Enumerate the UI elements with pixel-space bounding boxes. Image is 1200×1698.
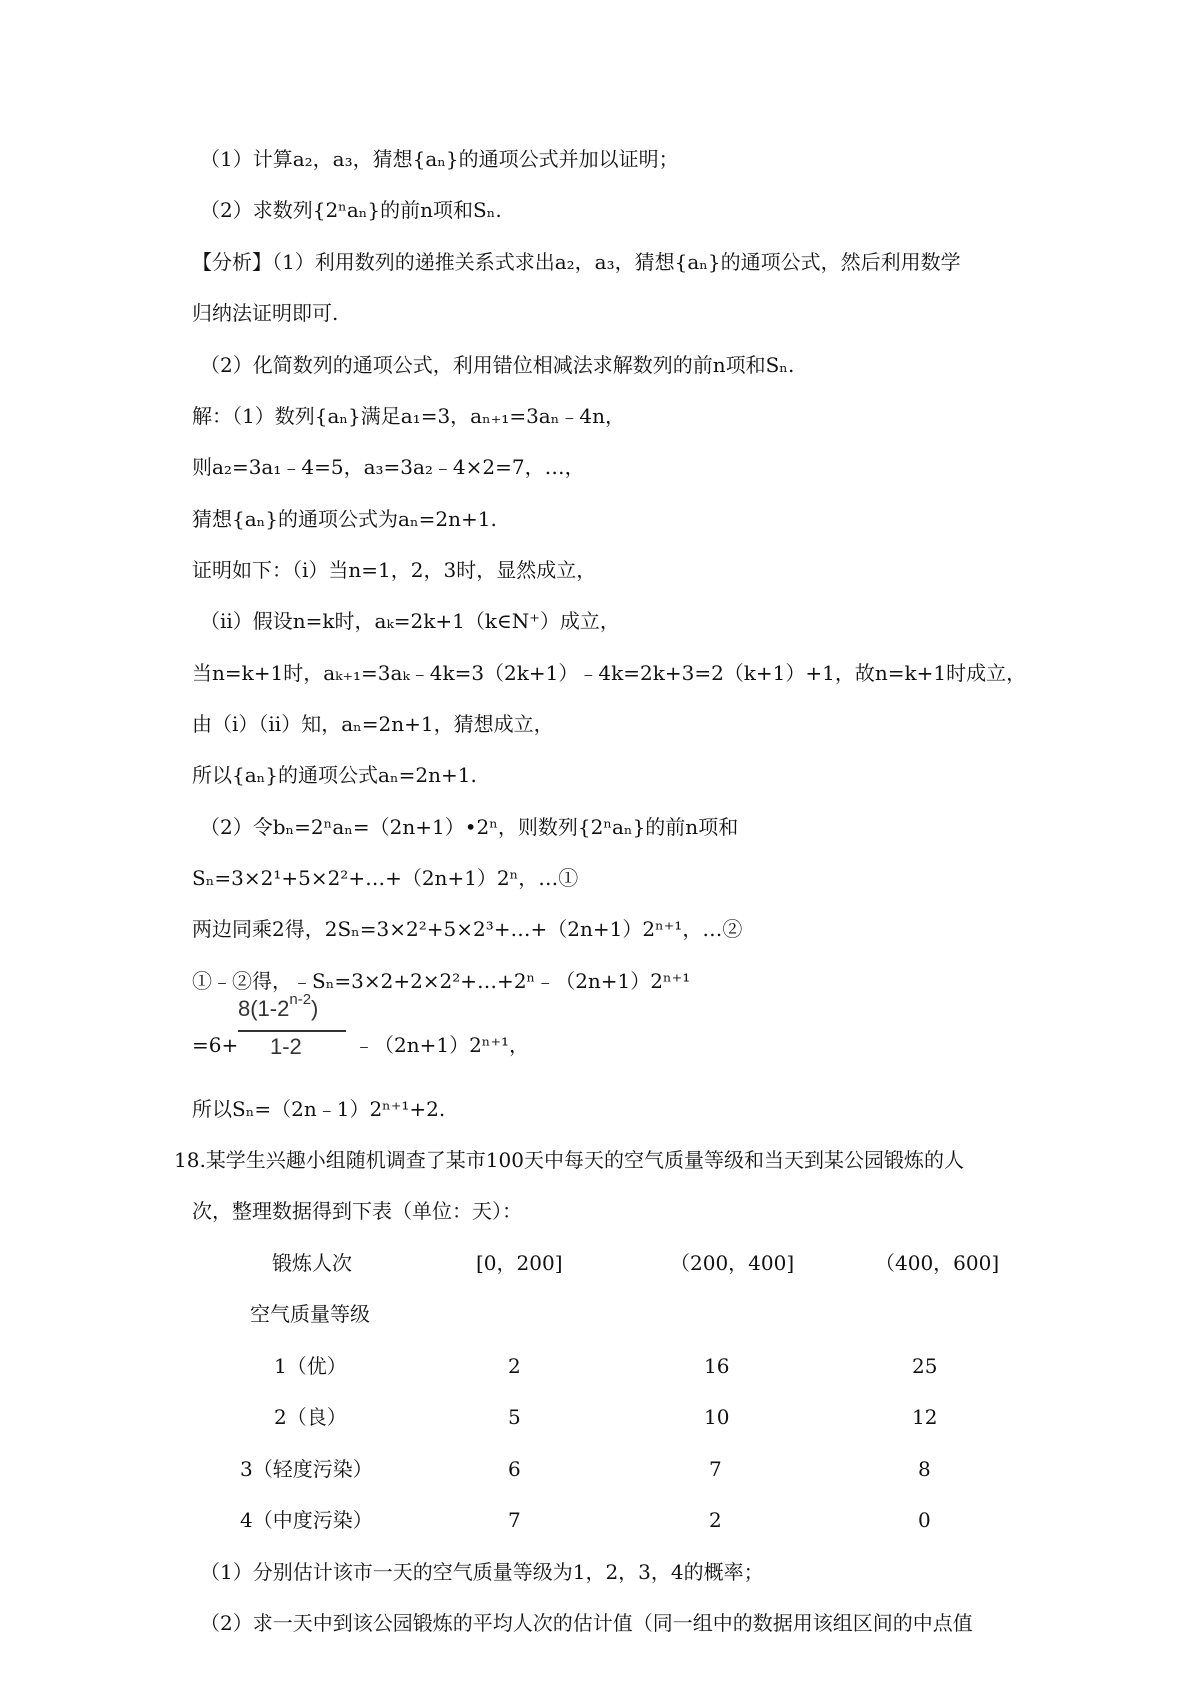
table-cell: 0: [918, 1508, 931, 1532]
solution-line-6: 当n=k+1时，aₖ₊₁=3aₖ﹣4k=3（2k+1）﹣4k=2k+3=2（k+1）+1，故n=k+1时成立，: [192, 661, 1027, 685]
solution-line-9: （2）令bₙ=2ⁿaₙ=（2n+1）•2ⁿ，则数列{2ⁿaₙ}的前n项和: [200, 815, 739, 839]
question-18-1: （1）分别估计该市一天的空气质量等级为1，2，3，4的概率；: [200, 1560, 764, 1584]
table-row-label: 3（轻度污染）: [240, 1457, 373, 1481]
table-cell: 2: [508, 1354, 521, 1378]
fraction-bar: [238, 1030, 346, 1032]
question-1: （1）计算a₂，a₃，猜想{aₙ}的通项公式并加以证明；: [200, 147, 679, 171]
solution-line-14: 所以Sₙ=（2n﹣1）2ⁿ⁺¹+2.: [192, 1097, 446, 1121]
solution-line-3: 猜想{aₙ}的通项公式为aₙ=2n+1.: [192, 507, 497, 531]
table-cell: 7: [508, 1508, 521, 1532]
table-cell: 16: [704, 1354, 730, 1378]
solution-line-12: ①﹣②得，﹣Sₙ=3×2+2×2²+…+2ⁿ﹣（2n+1）2ⁿ⁺¹: [192, 969, 691, 993]
solution-line-7: 由（i）（ii）知，aₙ=2n+1，猜想成立，: [192, 712, 554, 736]
solution-line-4: 证明如下：（i）当n=1，2，3时，显然成立，: [192, 558, 597, 582]
table-column-header: （400，600]: [875, 1251, 1000, 1275]
table-row-label: 1（优）: [274, 1354, 347, 1378]
fraction-denominator: 1-2: [270, 1034, 302, 1059]
solution-line-10: Sₙ=3×2¹+5×2²+…+（2n+1）2ⁿ，…①: [192, 866, 579, 890]
table-cell: 5: [508, 1405, 521, 1429]
fraction-numerator: 8(1-2$^{n-2}$): [238, 990, 319, 1021]
problem-18-line-2: 次，整理数据得到下表（单位：天）：: [192, 1199, 522, 1223]
analysis-line-2: 归纳法证明即可.: [192, 301, 339, 325]
table-header-label: 锻炼人次: [272, 1251, 352, 1275]
table-row-header-label: 空气质量等级: [250, 1302, 370, 1326]
question-2: （2）求数列{2ⁿaₙ}的前n项和Sₙ.: [200, 198, 502, 222]
analysis-line-1: 【分析】（1）利用数列的递推关系式求出a₂，a₃，猜想{aₙ}的通项公式，然后利用数学: [192, 250, 961, 274]
table-cell: 6: [508, 1457, 521, 1481]
table-row-label: 2（良）: [274, 1405, 347, 1429]
solution-line-1: 解：（1）数列{aₙ}满足a₁=3，aₙ₊₁=3aₙ﹣4n，: [192, 404, 625, 428]
table-column-header: [0，200]: [476, 1251, 563, 1275]
solution-line-2: 则a₂=3a₁﹣4=5，a₃=3a₂﹣4×2=7，…，: [192, 455, 585, 479]
solution-line-13-suffix: ﹣（2n+1）2ⁿ⁺¹，: [354, 1033, 530, 1057]
table-cell: 10: [704, 1405, 730, 1429]
table-cell: 8: [918, 1457, 931, 1481]
problem-18-line-1: 18.某学生兴趣小组随机调查了某市100天中每天的空气质量等级和当天到某公园锻炼的人: [174, 1148, 964, 1172]
table-cell: 12: [912, 1405, 938, 1429]
solution-line-13-prefix: =6+: [192, 1033, 239, 1057]
question-18-2: （2）求一天中到该公园锻炼的平均人次的估计值（同一组中的数据用该组区间的中点值: [200, 1611, 973, 1635]
table-row-label: 4（中度污染）: [240, 1508, 373, 1532]
solution-line-8: 所以{aₙ}的通项公式aₙ=2n+1.: [192, 763, 477, 787]
solution-line-5: （ii）假设n=k时，aₖ=2k+1（k∈N⁺）成立，: [200, 609, 620, 633]
table-column-header: （200，400]: [670, 1251, 795, 1275]
analysis-line-3: （2）化简数列的通项公式，利用错位相减法求解数列的前n项和Sₙ.: [200, 353, 795, 377]
table-cell: 7: [709, 1457, 722, 1481]
solution-line-11: 两边同乘2得，2Sₙ=3×2²+5×2³+…+（2n+1）2ⁿ⁺¹，…②: [192, 917, 743, 941]
fraction-image: [238, 990, 348, 1066]
table-cell: 2: [709, 1508, 722, 1532]
table-cell: 25: [912, 1354, 938, 1378]
